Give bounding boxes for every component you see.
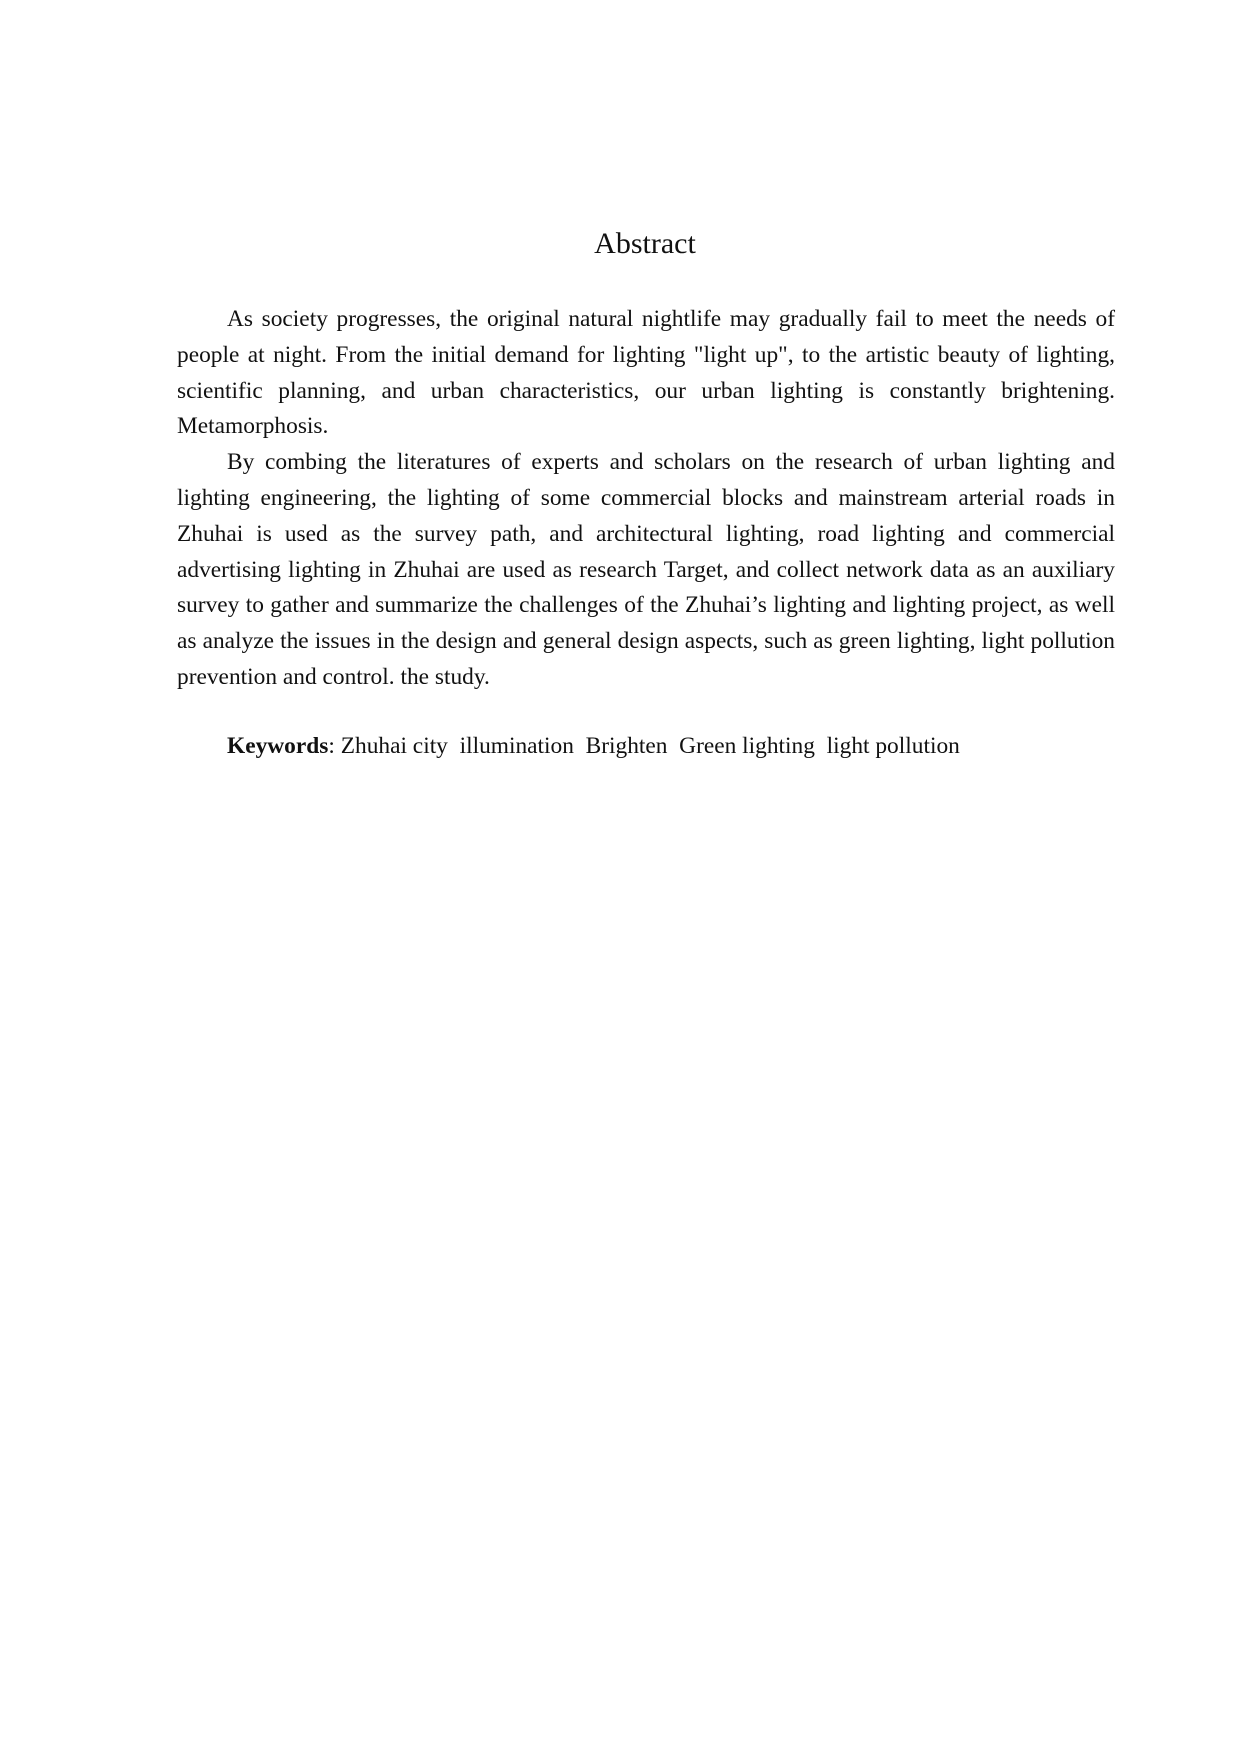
keywords-label: Keywords [227,733,329,759]
abstract-body [177,302,1115,696]
abstract-paragraph-1: As society progresses, the original natural nightlife may gradually fail to meet the needs of people at night. From the initial demand for lighting "light up", to the artistic beauty of lighting, scientific planning, and urban characteristics, our urban lighting is constantly brightening. Metamorphosis. [177,306,1115,440]
keywords-line [227,728,1127,764]
abstract-paragraph-2: By combing the literatures of experts and scholars on the research of urban lighting and lighting engineering, the lighting of some commercial blocks and mainstream arterial roads in Zhuhai is used as the survey path, and architectural lighting, road lighting and commercial advertising lighting in Zhuhai are used as research Target, and collect network data as an auxiliary survey to gather and summarize the challenges of the Zhuhai’s lighting and lighting project, as well as analyze the issues in the design and general design aspects, such as green lighting, light pollution prevention and control. the study. [177,449,1115,690]
keywords-list: : Zhuhai city illumination Brighten Green lighting light pollution [328,733,960,759]
abstract-title: Abstract [594,227,696,260]
